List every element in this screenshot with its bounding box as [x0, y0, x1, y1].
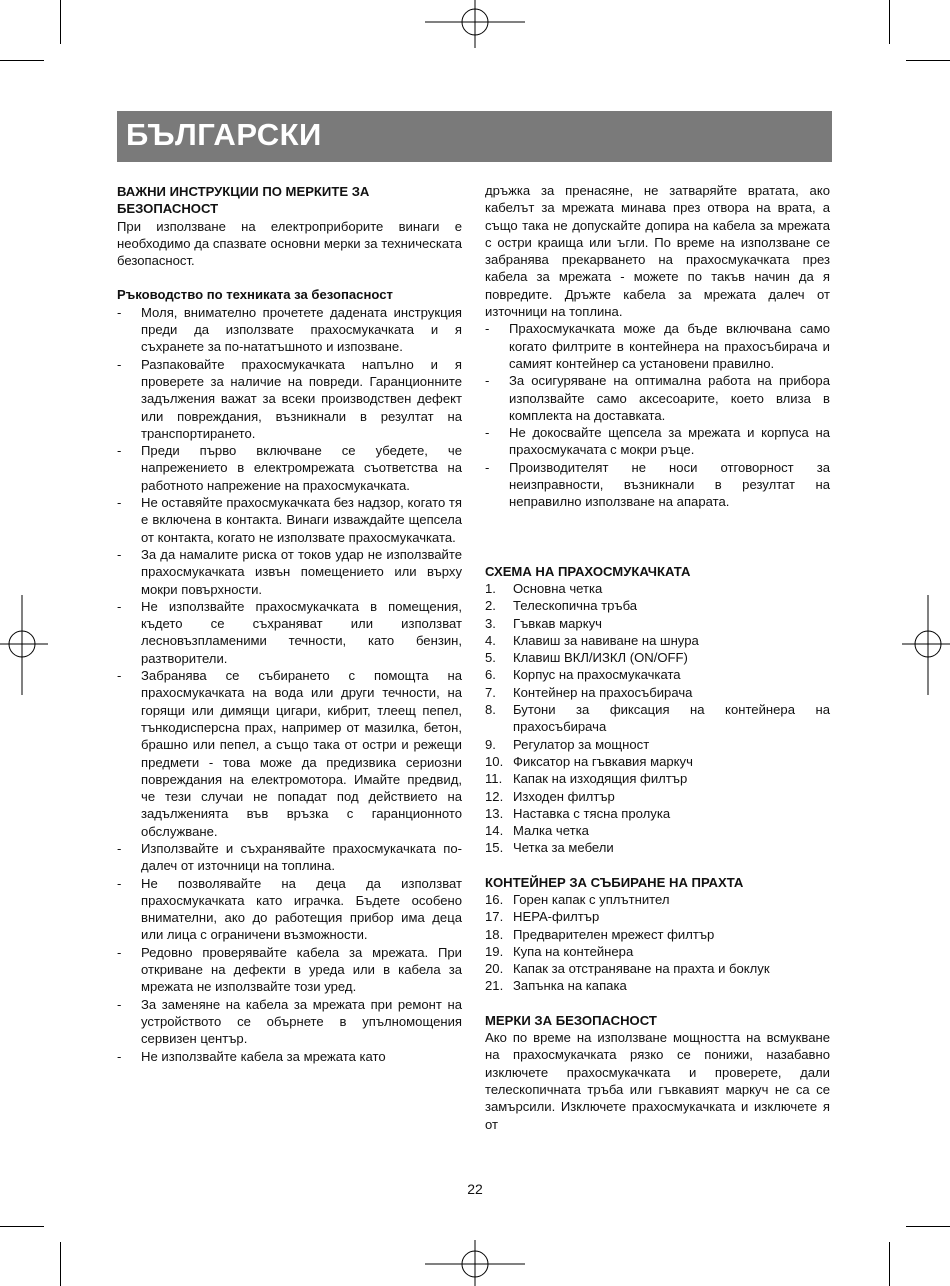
list-item	[485, 615, 830, 632]
crop-mark	[889, 0, 890, 44]
list-item	[485, 891, 830, 908]
item-text: HEPA-филтър	[513, 909, 600, 925]
item-number: 11.	[485, 771, 503, 787]
list-item	[485, 822, 830, 839]
item-text: Четка за мебели	[513, 840, 614, 856]
registration-mark-right	[902, 595, 950, 695]
item-number: 19.	[485, 943, 504, 959]
list-item	[485, 788, 830, 805]
language-banner	[117, 111, 832, 162]
item-number: 10.	[485, 753, 504, 769]
item-text: Основна четка	[513, 580, 603, 596]
list-item	[485, 580, 830, 597]
registration-mark-left	[0, 595, 48, 695]
item-number: 3.	[485, 615, 496, 631]
safety-list	[117, 304, 462, 1065]
item-number: 8.	[485, 702, 496, 718]
item-text: Горен капак с уплътнител	[513, 891, 670, 907]
crop-mark	[60, 1242, 61, 1286]
list-item: - Не позволявайте на деца да използват прахосмукачката като играчка. Бъдете особено внимателни, ако до работещия прибор има деца или лица с ограничени възможности.	[117, 875, 462, 944]
list-item	[485, 908, 830, 925]
item-text: Капак за отстраняване на прахта и боклук	[513, 961, 770, 977]
item-text: Бутони за фиксация на контейнера на прахосъбирача	[513, 702, 830, 735]
item-text: Корпус на прахосмукачката	[513, 667, 681, 683]
item-text: Телескопична тръба	[513, 598, 638, 614]
item-text: Регулатор за мощност	[513, 736, 650, 752]
item-number: 2.	[485, 598, 496, 614]
item-text: Клавиш ВКЛ/ИЗКЛ (ON/OFF)	[513, 650, 688, 666]
list-item	[485, 839, 830, 856]
item-text: Изходен филтър	[513, 788, 615, 804]
crop-mark	[0, 60, 44, 61]
list-item: - Не използвайте прахосмукачката в помещения, където се съхраняват или използват лесновъзпламеними течности, като бензин, разтворители.	[117, 598, 462, 667]
list-item: - Забранява се събирането с помощта на прахосмукачката на вода или други течности, на горящи или димящи цигари, кибрит, тлеещ пепел, тънкодисперсна прах, например от мазилка, бетон, брашно или пепел, а също така от остри и режещи предмети - това може да предизвика сериозни повреждания на електромотора. Имайте предвид, че тези случаи не попадат под действието на задълженията във връзка с гаранционното обслужване.	[117, 667, 462, 840]
crop-mark	[889, 1242, 890, 1286]
container-heading: КОНТЕЙНЕР ЗА СЪБИРАНЕ НА ПРАХТА	[485, 874, 744, 890]
list-item: - Прахосмукачката може да бъде включвана само когато филтрите в контейнера на прахосъбирача и самият контейнер са установени правилно.	[485, 320, 830, 372]
item-text: Клавиш за навиване на шнура	[513, 632, 699, 648]
item-text: Контейнер на прахосъбирача	[513, 684, 693, 700]
list-item	[485, 666, 830, 683]
list-item: - Не използвайте кабела за мрежата като	[117, 1048, 462, 1065]
list-item: - Редовно проверявайте кабела за мрежата. При откриване на дефекти в уреда или в кабела за мрежата не използвайте този уред.	[117, 944, 462, 996]
item-number: 18.	[485, 926, 504, 942]
intro-paragraph: При използване на електроприборите винаги е необходимо да спазвате основни мерки за техническата безопасност.	[117, 218, 462, 269]
item-text: Наставка с тясна пролука	[513, 805, 671, 821]
list-item	[485, 649, 830, 666]
list-item	[485, 701, 830, 736]
list-item	[485, 960, 830, 977]
scheme-heading: СХЕМА НА ПРАХОСМУКАЧКАТА	[485, 563, 691, 579]
list-item	[485, 977, 830, 994]
list-item: - За осигуряване на оптимална работа на прибора използвайте само аксесоарите, което влиза в комплекта на доставката.	[485, 372, 830, 424]
item-text: Предварителен мрежест филтър	[513, 926, 715, 942]
list-item: - Не докосвайте щепсела за мрежата и корпуса на прахосмукачата с мокри ръце.	[485, 424, 830, 459]
crop-mark	[906, 1226, 950, 1227]
item-number: 6.	[485, 667, 496, 683]
item-number: 7.	[485, 684, 496, 700]
container-list	[485, 891, 830, 995]
item-text: Гъвкав маркуч	[513, 615, 602, 631]
item-text: Запънка на капака	[513, 978, 627, 994]
list-item: - За заменяне на кабела за мрежата при ремонт на устройството се обърнете в упълномощения сервизен център.	[117, 996, 462, 1048]
right-column	[485, 182, 830, 1133]
crop-mark	[0, 1226, 44, 1227]
safety-list-continued	[485, 320, 830, 510]
section-heading: ВАЖНИ ИНСТРУКЦИИ ПО МЕРКИТЕ ЗА БЕЗОПАСНОСТ	[117, 184, 370, 217]
list-item	[485, 770, 830, 787]
item-number: 21.	[485, 978, 504, 994]
item-text: Фиксатор на гъвкавия маркуч	[513, 753, 693, 769]
left-column	[117, 183, 462, 1065]
list-item: - Производителят не носи отговорност за неизправности, възникнали в резултат на неправилно използване на апарата.	[485, 459, 830, 511]
item-number: 12.	[485, 788, 504, 804]
list-item	[485, 597, 830, 614]
list-item	[485, 943, 830, 960]
item-text: Малка четка	[513, 823, 589, 839]
registration-mark-top	[425, 0, 525, 48]
safety-paragraph: Ако по време на използване мощността на всмукване на прахосмукачката рязко се понижи, назабавно изключете прахосмукачката и проверете, дали телескопичната тръба или гъвкавият маркуч не са се замърсили. Изключете прахосмукачката и изключете я от	[485, 1030, 830, 1132]
list-item: - Преди първо включване се убедете, че напрежението в електромрежата съответства на работното напрежение на прахосмукачката.	[117, 442, 462, 494]
list-item	[485, 632, 830, 649]
safety-heading: МЕРКИ ЗА БЕЗОПАСНОСТ	[485, 1012, 657, 1028]
list-item: - Използвайте и съхранявайте прахосмукачката по-далеч от източници на топлина.	[117, 840, 462, 875]
item-number: 15.	[485, 840, 504, 856]
item-number: 13.	[485, 805, 504, 821]
item-number: 9.	[485, 736, 496, 752]
page-number: 22	[467, 1181, 483, 1197]
crop-mark	[60, 0, 61, 44]
crop-mark	[906, 60, 950, 61]
list-item: - Разпаковайте прахосмукачката напълно и я проверете за наличие на повреди. Гаранционните задължения важат за всеки производствен дефект или повреждания, възникнали в резултат на транспортирането.	[117, 356, 462, 442]
item-number: 20.	[485, 961, 504, 977]
scheme-list	[485, 580, 830, 857]
item-number: 17.	[485, 909, 504, 925]
item-text: Капак на изходящия филтър	[513, 771, 688, 787]
item-text: Купа на контейнера	[513, 943, 634, 959]
list-item	[485, 805, 830, 822]
list-item	[485, 684, 830, 701]
item-number: 5.	[485, 650, 496, 666]
list-item	[485, 753, 830, 770]
item-number: 14.	[485, 823, 504, 839]
list-item: - Не оставяйте прахосмукачката без надзор, когато тя е включена в контакта. Винаги изваждайте щепсела от контакта, когато не използвате прахосмукачката.	[117, 494, 462, 546]
item-number: 4.	[485, 632, 496, 648]
item-number: 1.	[485, 580, 496, 596]
list-item	[485, 926, 830, 943]
list-item: - Моля, внимателно прочетете дадената инструкция преди да използвате прахосмукачката и я съхранете за по-нататъшното и изпозване.	[117, 304, 462, 356]
subsection-heading: Ръководство по техниката за безопасност	[117, 287, 393, 303]
registration-mark-bottom	[425, 1240, 525, 1286]
item-number: 16.	[485, 891, 504, 907]
continuation-paragraph: дръжка за пренасяне, не затваряйте вратата, ако кабелът за мрежата минава през отвора на врата, а също така не допускайте допира на кабела за мрежата с остри краища или ъгли. По време на използване се забранява прекарването на прахосмукачката през кабела за мрежата - можете по такъв начин да я повредите. Дръжте кабела за мрежата далеч от източници на топлина.	[485, 183, 830, 320]
list-item: - За да намалите риска от токов удар не използвайте прахосмукачката извън помещението или върху мокри повърхности.	[117, 546, 462, 598]
banner-title: БЪЛГАРСКИ	[126, 117, 322, 152]
list-item	[485, 736, 830, 753]
